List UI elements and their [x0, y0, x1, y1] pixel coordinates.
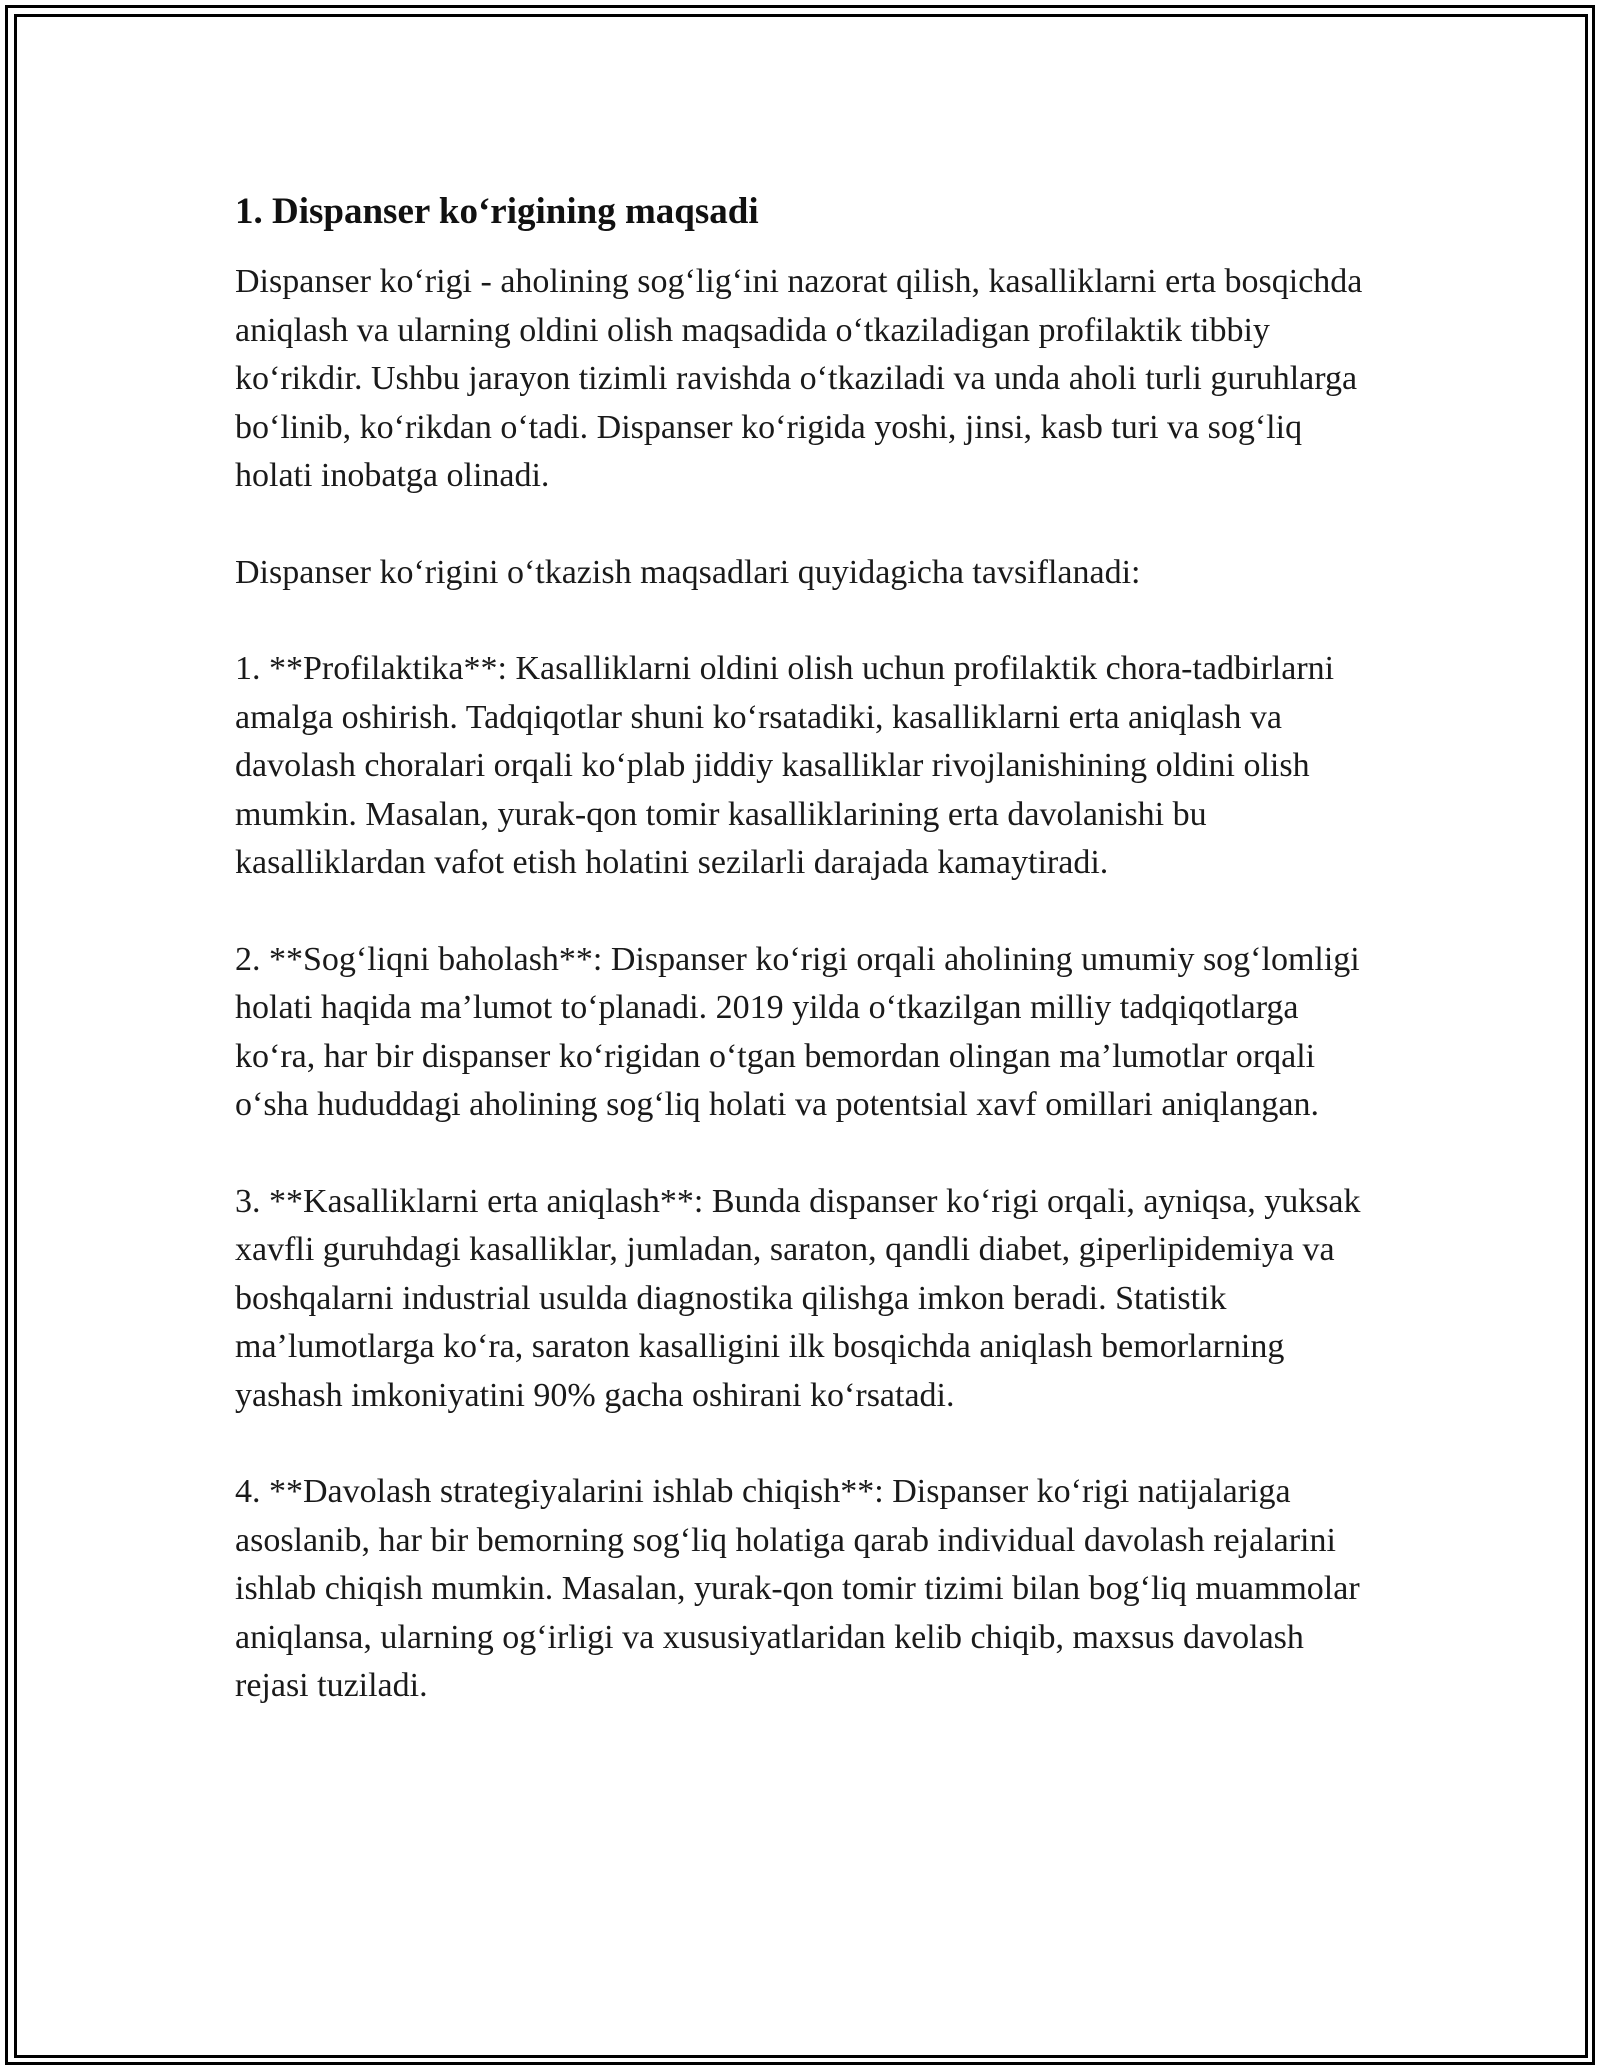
purpose-item-treatment-strategy: 4. **Davolash strategiyalarini ishlab chiqish**: Dispanser ko‘rigi natijalariga asoslanib, har bir bemorning sog‘liq holatiga qarab individual davolash rejalarini ishlab chiqish mumkin. Masalan, yurak-qon tomir tizimi bilan bog‘liq muammolar aniqlansa, ularning og‘irligi va xususiyatlaridan kelib chiqib, maxsus davolash rejasi tuziladi.: [235, 1473, 1360, 1704]
purpose-item-health-assessment: 2. **Sog‘liqni baholash**: Dispanser ko‘rigi orqali aholining umumiy sog‘lomligi holati haqida ma’lumot to‘planadi. 2019 yilda o‘tkazilgan milliy tadqiqotlarga ko‘ra, har bir dispanser ko‘rigidan o‘tgan bemordan olingan ma’lumotlar orqali o‘sha hududdagi aholining sog‘liq holati va potentsial xavf omillari aniqlangan.: [235, 940, 1360, 1123]
section-heading: 1. Dispanser ko‘rigining maqsadi: [235, 191, 759, 232]
intro-paragraph: Dispanser ko‘rigi - aholining sog‘lig‘ini nazorat qilish, kasalliklarni erta bosqichda aniqlash va ularning oldini olish maqsadida o‘tkaziladigan profilaktik tibbiy ko‘rikdir. Ushbu jarayon tizimli ravishda o‘tkaziladi va unda aholi turli guruhlarga bo‘linib, ko‘rikdan o‘tadi. Dispanser ko‘rigida yoshi, jinsi, kasb turi va sog‘liq holati inobatga olinadi.: [235, 263, 1363, 494]
purpose-item-prophylaxis: 1. **Profilaktika**: Kasalliklarni oldini olish uchun profilaktik chora-tadbirlarni amalga oshirish. Tadqiqotlar shuni ko‘rsatadiki, kasalliklarni erta aniqlash va davolash choralari orqali ko‘plab jiddiy kasalliklar rivojlanishining oldini olish mumkin. Masalan, yurak-qon tomir kasalliklarining erta davolanishi bu kasalliklardan vafot etish holatini sezilarli darajada kamaytiradi.: [235, 650, 1335, 881]
purposes-lead-paragraph: Dispanser ko‘rigini o‘tkazish maqsadlari quyidagicha tavsiflanadi:: [235, 553, 1141, 591]
purpose-item-early-detection: 3. **Kasalliklarni erta aniqlash**: Bunda dispanser ko‘rigi orqali, ayniqsa, yuksak xavfli guruhdagi kasalliklar, jumladan, saraton, qandli diabet, giperlipidemiya va boshqalarni industrial usulda diagnostika qilishga imkon beradi. Statistik ma’lumotlarga ko‘ra, saraton kasalligini ilk bosqichda aniqlash bemorlarning yashash imkoniyatini 90% gacha oshirani ko‘rsatadi.: [235, 1182, 1361, 1414]
document-body: [235, 188, 1375, 1759]
